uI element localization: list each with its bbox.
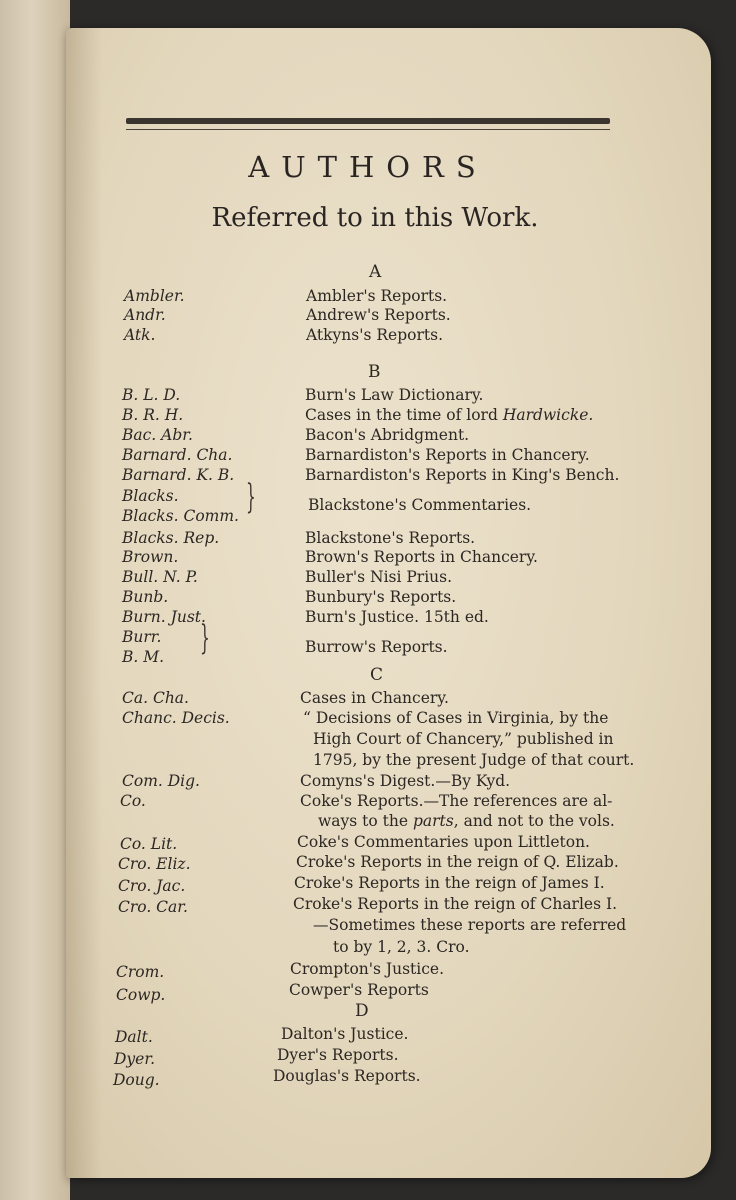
page-title: AUTHORS	[248, 150, 488, 184]
entry-full-line: 1795, by the present Judge of that court.	[313, 751, 635, 769]
entry-abbr: Bac. Abr.	[122, 426, 193, 444]
entry-abbr: Bull. N. P.	[122, 568, 198, 586]
entry-abbr: Cro. Jac.	[118, 877, 186, 895]
entry-abbr: Co. Lit.	[120, 835, 178, 853]
entry-full: Burn's Justice. 15th ed.	[305, 608, 489, 626]
entry-full-italic: Hardwicke.	[502, 406, 594, 424]
brace-glyph: }	[246, 477, 256, 517]
header-rule-thin	[126, 129, 610, 130]
entry-full: Blackstone's Commentaries.	[308, 496, 532, 514]
entry-abbr-line: B. M.	[122, 648, 165, 666]
entry-abbr: B. R. H.	[122, 406, 184, 424]
entry-full: Douglas's Reports.	[273, 1067, 421, 1085]
entry-full: Comyns's Digest.—By Kyd.	[300, 772, 511, 790]
entry-full: Barnardiston's Reports in Chancery.	[305, 446, 590, 464]
entry-abbr: B. L. D.	[122, 386, 181, 404]
section-letter-a: A	[369, 262, 382, 282]
entry-abbr-line: Blacks. Comm.	[122, 507, 239, 525]
entry-abbr: Cowp.	[116, 986, 166, 1004]
entry-abbr: Cro. Car.	[118, 898, 188, 916]
header-rule-thick	[126, 118, 610, 124]
entry-abbr: Dyer.	[114, 1050, 155, 1068]
entry-full: Atkyns's Reports.	[306, 326, 443, 344]
section-letter-c: C	[370, 665, 384, 685]
page-subtitle: Referred to in this Work.	[211, 203, 539, 233]
entry-abbr: Cro. Eliz.	[118, 855, 191, 873]
entry-full: Dyer's Reports.	[277, 1046, 399, 1064]
entry-full-line: to by 1, 2, 3. Cro.	[333, 938, 470, 956]
section-letter-d: D	[355, 1001, 369, 1021]
entry-full-line: Coke's Reports.—The references are al-	[300, 792, 613, 810]
entry-full-line: ways to the parts, and not to the vols.	[318, 812, 615, 830]
entry-full: Croke's Reports in the reign of James I.	[294, 874, 605, 892]
entry-full: Buller's Nisi Prius.	[305, 568, 453, 586]
entry-full: Cases in Chancery.	[300, 689, 449, 707]
entry-abbr: Atk.	[124, 326, 156, 344]
entry-abbr: Ambler.	[124, 287, 185, 305]
entry-abbr: Doug.	[113, 1071, 160, 1089]
section-letter-b: B	[368, 362, 381, 382]
entry-abbr: Co.	[120, 792, 146, 810]
entry-full: Blackstone's Reports.	[305, 529, 476, 547]
entry-abbr: Burn. Just.	[122, 608, 206, 626]
entry-full: Ambler's Reports.	[306, 287, 448, 305]
entry-full-line: Croke's Reports in the reign of Charles I.	[293, 895, 618, 913]
entry-full: Dalton's Justice.	[281, 1025, 409, 1043]
entry-full: Bacon's Abridgment.	[305, 426, 470, 444]
entry-full-line: —Sometimes these reports are referred	[313, 916, 627, 934]
entry-full: Cases in the time of lord Hardwicke.	[305, 406, 594, 424]
entry-full-line: High Court of Chancery,” published in	[313, 730, 614, 748]
entry-full: Coke's Commentaries upon Littleton.	[297, 833, 590, 851]
entry-abbr: Brown.	[122, 548, 179, 566]
entry-abbr: Barnard. Cha.	[122, 446, 233, 464]
entry-abbr-line: Burr.	[122, 628, 162, 646]
entry-full-italic: parts	[412, 812, 454, 830]
entry-full: Bunbury's Reports.	[305, 588, 457, 606]
entry-abbr: Crom.	[116, 963, 165, 981]
entry-abbr: Com. Dig.	[122, 772, 200, 790]
entry-full: Brown's Reports in Chancery.	[305, 548, 538, 566]
entry-abbr: Andr.	[124, 306, 166, 324]
entry-full: Crompton's Justice.	[290, 960, 445, 978]
entry-full: Andrew's Reports.	[306, 306, 451, 324]
entry-abbr: Dalt.	[115, 1028, 153, 1046]
entry-abbr: Ca. Cha.	[122, 689, 189, 707]
entry-full: Burrow's Reports.	[305, 638, 448, 656]
entry-abbr: Blacks. Rep.	[122, 529, 220, 547]
entry-abbr-line: Blacks.	[122, 487, 179, 505]
entry-full: Cowper's Reports	[289, 981, 429, 999]
entry-abbr: Barnard. K. B.	[122, 466, 235, 484]
entry-full: Barnardiston's Reports in King's Bench.	[305, 466, 620, 484]
entry-full: Burn's Law Dictionary.	[305, 386, 484, 404]
brace-glyph: }	[200, 618, 210, 658]
entry-full-line: “ Decisions of Cases in Virginia, by the	[303, 709, 609, 727]
entry-abbr: Bunb.	[122, 588, 169, 606]
entry-abbr: Chanc. Decis.	[122, 709, 230, 727]
entry-full: Croke's Reports in the reign of Q. Elizab.	[296, 853, 619, 871]
